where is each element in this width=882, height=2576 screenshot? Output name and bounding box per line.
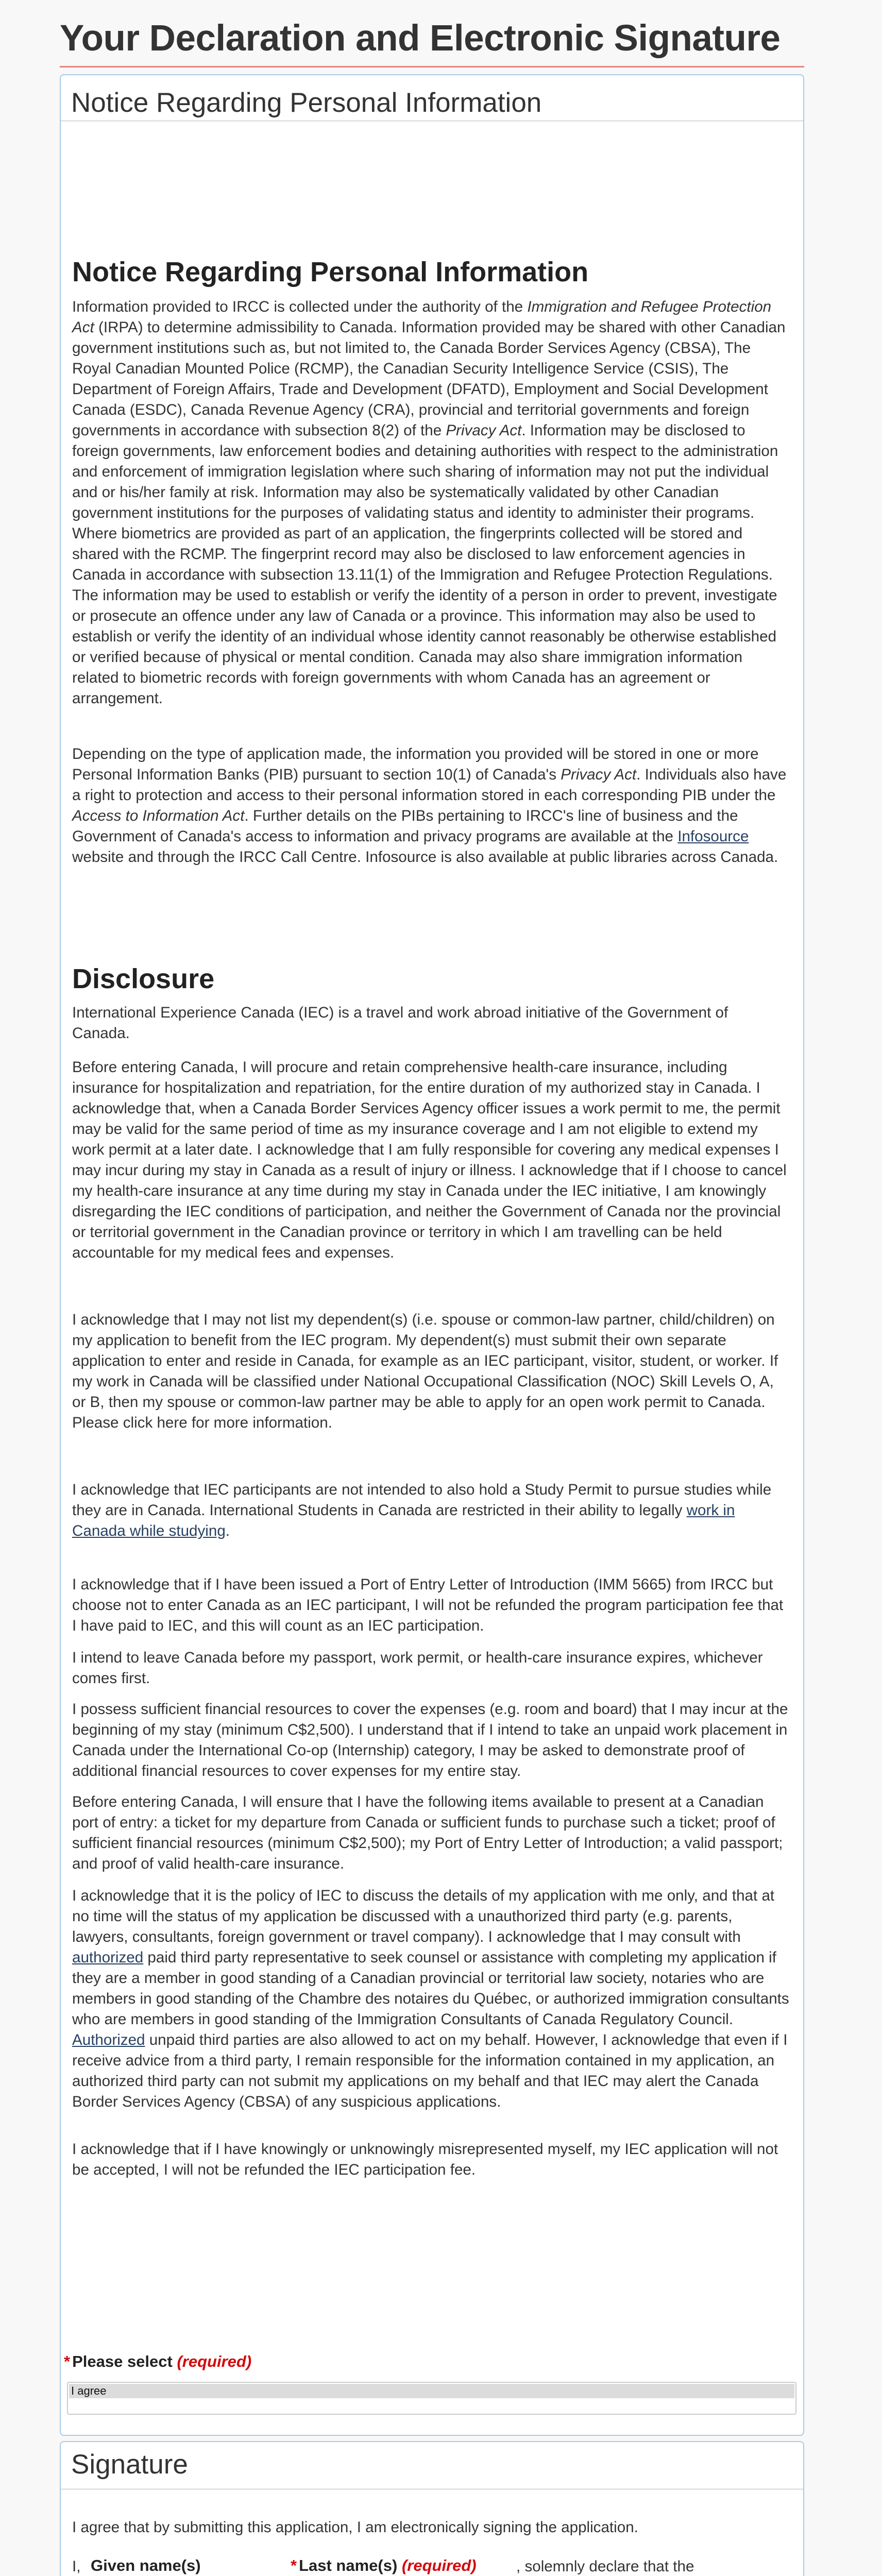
notice-p1-text-a: Information provided to IRCC is collected under the authority of the bbox=[72, 298, 528, 315]
disclosure-p9-text-a: I acknowledge that it is the policy of IEC to discuss the details of my application with me only, and that at no time will the status of my application be discussed with a unauthorized third party (e.g. parents, lawyers, consultants, foreign government or travel company). I acknowledge that I may consult with bbox=[72, 1887, 775, 1945]
given-name-label: Given name(s) bbox=[91, 2556, 201, 2574]
required-indicator: (required) bbox=[177, 2352, 252, 2370]
disclosure-p4-text-a: I acknowledge that IEC participants are not intended to also hold a Study Permit to pursue studies while they are in Canada. International Students in Canada are restricted in their ability to legally bbox=[72, 1481, 772, 1519]
agreement-select-label-text: Please select bbox=[72, 2352, 173, 2370]
agreement-select-option[interactable]: I agree bbox=[69, 2384, 794, 2398]
required-indicator: (required) bbox=[401, 2556, 477, 2574]
disclosure-paragraph-1: International Experience Canada (IEC) is a travel and work abroad initiative of the Government of Canada. bbox=[72, 1004, 728, 1042]
signature-heading: Signature bbox=[71, 2449, 188, 2480]
disclosure-paragraph-6: I intend to leave Canada before my passport, work permit, or health-care insurance expires, whichever comes first. bbox=[72, 1649, 763, 1687]
authorized-representative-link[interactable]: authorized bbox=[72, 1949, 144, 1966]
notice-panel-heading: Notice Regarding Personal Information bbox=[61, 75, 803, 122]
signature-prefix: I, bbox=[72, 2558, 81, 2575]
notice-p1-text-b: (IRPA) to determine admissibility to Canada. Information provided may be shared with other Canadian government institutions such as, but not limited to, the Canada Border Services Agency (CBSA), The Royal Canadian Mounted Police (RCMP), the Canadian Security Intelligence Service (CSIS), The Department of Foreign Affairs, Trade and Development (DFATD), Employment and Social Development Canada (ESDC), Canada Revenue Agency (CRA), provincial and territorial governments and foreign governments in accordance with subsection 8(2) of the bbox=[72, 319, 786, 439]
disclosure-title: Disclosure bbox=[72, 963, 215, 994]
notice-paragraph-1 bbox=[72, 297, 789, 523]
last-name-label-text: Last name(s) bbox=[299, 2556, 398, 2574]
disclosure-p9-text-c: unpaid third parties are also allowed to act on my behalf. However, I acknowledge that even if I receive advice from a third party, I remain responsible for the information contained in my application, an authorized third party can not submit my applications on my behalf and that IEC may alert the Canada Border Services Agency (CBSA) of any suspicious applications. bbox=[72, 2031, 788, 2110]
notice-section-title: Notice Regarding Personal Information bbox=[72, 257, 589, 287]
disclosure-paragraph-3: I acknowledge that I may not list my dependent(s) (i.e. spouse or common-law partner, child/children) on my application to benefit from the IEC program. My dependent(s) must submit their own separate application to enter and reside in Canada, for example as an IEC participant, visitor, student, or worker. If my work in Canada will be classified under National Occupational Classification (NOC) Skill Levels O, A, or B, then my spouse or common-law partner may be able to apply for an open work permit to Canada. Please click here for more information. bbox=[72, 1311, 778, 1431]
agreement-select[interactable] bbox=[67, 2382, 796, 2415]
signature-panel bbox=[60, 2441, 804, 2576]
disclosure-paragraph-5: I acknowledge that if I have been issued a Port of Entry Letter of Introduction (IMM 5665) from IRCC but choose not to enter Canada as an IEC participant, I will not be refunded the program participation fee that I have paid to IEC, and this will count as an IEC participation. bbox=[72, 1576, 784, 1634]
signature-agree-text: I agree that by submitting this application, I am electronically signing the application. bbox=[72, 2519, 638, 2536]
agreement-select-label bbox=[64, 2352, 251, 2371]
disclosure-paragraph-9 bbox=[72, 1886, 789, 2112]
notice-p3-italic-2: Access to Information Act bbox=[72, 807, 245, 824]
notice-p1-italic: Immigration and Refugee Protection Act bbox=[72, 298, 772, 336]
title-divider bbox=[60, 66, 804, 67]
disclosure-paragraph-8: Before entering Canada, I will ensure that I have the following items available to present at a Canadian port of entry: a ticket for my departure from Canada or sufficient funds to purchase such a ticket; proof of sufficient financial resources (minimum C$2,500); my Port of Entry Letter of Introduction; a valid passport; and proof of valid health-care insurance. bbox=[72, 1793, 783, 1872]
disclosure-p9-text-b: paid third party representative to seek counsel or assistance with completing my application if they are a member in good standing of a Canadian provincial or territorial law society, notaries who are members in good standing of the Chambre des notaires du Québec, or authorized immigration consultants who are members in good standing of the Immigration Consultants of Canada Regulatory Council. bbox=[72, 1949, 789, 2028]
notice-panel bbox=[60, 74, 804, 2436]
notice-p3-text-d: website and through the IRCC Call Centre. Infosource is also available at public libraries across Canada. bbox=[72, 849, 778, 866]
disclosure-paragraph-10: I acknowledge that if I have knowingly or unknowingly misrepresented myself, my IEC application will not be accepted, I will not be refunded the IEC participation fee. bbox=[72, 2141, 778, 2178]
last-name-label bbox=[291, 2556, 477, 2575]
notice-paragraph-2: Where biometrics are provided as part of an application, the fingerprints collected will be stored and shared with the RCMP. The fingerprint record may also be disclosed to law enforcement agencies in Canada in accordance with subsection 13.11(1) of the Immigration and Refugee Protection Regulations. The information may be used to establish or verify the identity of a person in order to prevent, investigate or prosecute an offence under any law of Canada or a province. This information may also be used to establish or verify the identity of an individual whose identity cannot reasonably be otherwise established or verified because of physical or mental condition. Canada may also share immigration information related to biometric records with foreign governments with whom Canada has an agreement or arrangement. bbox=[72, 525, 777, 707]
disclosure-paragraph-2: Before entering Canada, I will procure and retain comprehensive health-care insurance, including insurance for hospitalization and repatriation, for the entire duration of my authorized stay in Canada. I acknowledge that, when a Canada Border Services Agency officer issues a work permit to me, the permit may be valid for the same period of time as my insurance coverage and I am not eligible to extend my work permit at a later date. I acknowledge that I am fully responsible for covering any medical expenses I may incur during my stay in Canada as a result of injury or illness. I acknowledge that if I choose to cancel my health-care insurance at any time during my stay in Canada under the IEC initiative, I am knowingly disregarding the IEC conditions of participation, and neither the Government of Canada nor the provincial or territorial government in the Canadian province or territory in which I am travelling can be held accountable for my medical fees and expenses. bbox=[72, 1059, 787, 1261]
notice-p3-text-c: . Further details on the PIBs pertaining to IRCC's line of business and the Government of Canada's access to information and privacy programs are available at the bbox=[72, 807, 738, 845]
infosource-link[interactable]: Infosource bbox=[677, 828, 749, 845]
notice-p3-italic: Privacy Act bbox=[561, 766, 637, 783]
disclosure-p4-text-b: . bbox=[225, 1522, 230, 1539]
required-marker: * bbox=[64, 2352, 71, 2370]
notice-p1-italic-2: Privacy Act bbox=[446, 422, 522, 439]
notice-content bbox=[72, 122, 789, 2430]
disclosure-paragraph-7: I possess sufficient financial resources to cover the expenses (e.g. room and board) that I may incur at the beginning of my stay (minimum C$2,500). I understand that if I intend to take an unpaid work placement in Canada under the International Co-op (Internship) category, I may be asked to demonstrate proof of additional financial resources to cover expenses for my entire stay. bbox=[72, 1701, 788, 1780]
notice-p3-text-a: Depending on the type of application made, the information you provided will be stored in one or more Personal Information Banks (PIB) pursuant to section 10(1) of Canada's bbox=[72, 745, 759, 783]
work-while-studying-link[interactable]: work in Canada while studying bbox=[72, 1502, 735, 1539]
disclosure-paragraph-4 bbox=[72, 1480, 789, 1541]
authorized-unpaid-link[interactable]: Authorized bbox=[72, 2031, 145, 2048]
notice-p3-text-b: . Individuals also have a right to protection and access to their personal information stored in each corresponding PIB under the bbox=[72, 766, 787, 804]
required-marker: * bbox=[291, 2556, 297, 2574]
notice-p1-text-c: . Information may be disclosed to foreign governments, law enforcement bodies and detaining authorities with respect to the administration and enforcement of immigration legislation where such sharing of information may not put the individual and or his/her family at risk. Information may also be systematically validated by other Canadian government institutions for the purposes of validating status and identity to administer their programs. bbox=[72, 422, 778, 521]
signature-divider bbox=[61, 2488, 803, 2490]
notice-paragraph-3 bbox=[72, 744, 789, 868]
declaration-line-1: , solemnly declare that the bbox=[516, 2558, 694, 2575]
page-title: Your Declaration and Electronic Signature bbox=[60, 18, 781, 59]
